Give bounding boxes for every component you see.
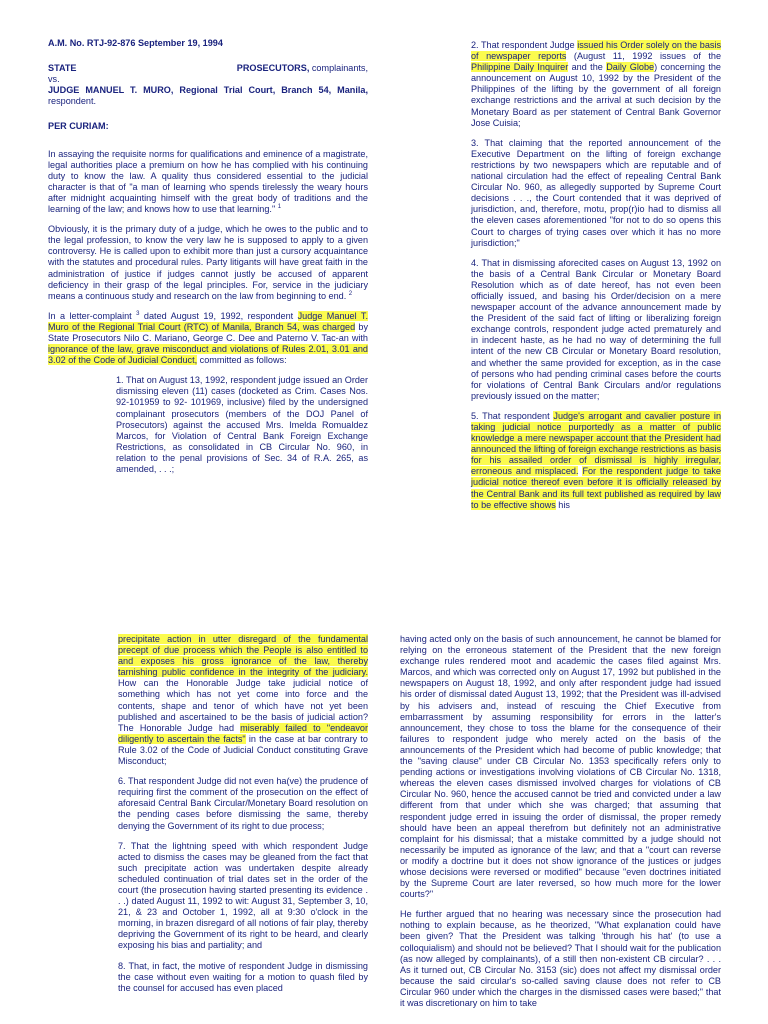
item-5-cont-text-b: in the case at bar contrary to Rule 3.02 of the Code of Judicial Conduct constituting Grave Misconduct; (118, 733, 368, 767)
item-2-text-a: 2. That respondent Judge (471, 40, 578, 50)
page-1-right-column (471, 40, 721, 520)
footnote-ref-2[interactable]: 2 (348, 290, 353, 297)
highlight-arrogant-posture: Judge's arrogant and cavalier posture in taking judicial notice purportedly as a matter of public knowledge a mere newspaper account that the President had announced the lifting of foreign exchange restrictions as basis for his assailed order of dismissal is highly irregular, erroneous and misplaced. (471, 410, 722, 477)
allegation-item-4: 4. That in dismissing aforecited cases on August 13, 1992 on the basis of a Central Bank Circular or Monetary Board Resolution which as of date hereof, has not even been officially issued, and basing his Order/decision on a mere newspaper account of the advance announcement made by the President of the said fact of lifting or liberalizing foreign exchange controls, respondent judge acted prematurely and in indecent haste, as he had no way of determining the full intent of the new CB Circular or Monetary Board resolution, and whether the same provided for exception, as in the case of persons who had pending criminal cases before the courts for violations of Central Bank Circulars and/or regulations previously issued on the matter; (471, 257, 721, 401)
respondent-defense-paragraph: having acted only on the basis of such announcement, he cannot be blamed for relying on the erroneous statement of the President that the new foreign exchange rules rendered moot and academic the cases filed against Mrs. Marcos, and which was corrected only on August 17, 1992 but published in the newspapers on August 18, 1992, and only after respondent judge had issued his order of dismissal dated August 13, 1992; that the President was ill-advised by his advisers and, instead of rescuing the Chief Executive from embarrassment by assuming responsibility for errors in the latter's announcement, they chose to toss the blame for the consequence of their failures to respondent judge who merely acted on the basis of the announcements of the President which had become of public knowledge; that the "saving clause" under CB Circular No. 1353 specifically refers only to pending actions or investigations involving violations of CB Circular No. 1318, whereas the eleven cases dismissed involved charges for violations of CB Circular No. 960, hence the accused cannot be tried and convicted under a law different from that under which she was charged; that assuming that respondent judge erred in issuing the order of dismissal, the proper remedy should have been an appeal therefrom but definitely not an administrative complaint for his dismissal; that a mistake committed by a judge should not necessarily be imputed as ignorance of the law; and that a "court can reverse or modify a doctrine but it does not show ignorance of the justices or judges whose decisions were reversed or modified" because "even doctrines initiated by the Supreme Court are later reversed, so how much more for the lower courts?" (400, 634, 721, 900)
allegation-item-3: 3. That claiming that the reported announcement of the Executive Department on the lifting of foreign exchange restrictions by two newspapers which are reputable and of national circulation had the effect of repealing Central Bank Circular No. 960, as allegedly supported by Supreme Court decisions . . ., the Court contended that it was deprived of jurisdiction, and, therefore, motu, prop(r)io had to dismiss all the eleven cases aforementioned "for not to do so opens this Court to charges of trying cases over which it has no more jurisdiction;" (471, 137, 721, 248)
highlight-daily-globe: Daily Globe (606, 62, 655, 73)
allegation-item-5 (471, 411, 721, 511)
footnote-ref-1[interactable]: 1 (277, 204, 282, 210)
paragraph-1-text: In assaying the requisite norms for qualifications and eminence of a magistrate, legal authorities place a premium on how he has complied with his continuing duty to know the law. A quality thus considered essential to the judicial character is that of "a man of learning who spends tirelessly the weary hours after midnight acquainting himself with the great body of traditions and the learning of the law; and knows how to use that learning." (48, 148, 368, 215)
highlight-inquirer: Philippine Daily Inquirer (471, 62, 569, 73)
caption-vs: vs. (48, 74, 60, 85)
paragraph-2-text: Obviously, it is the primary duty of a judge, which he owes to the public and to the legal profession, to know the very law he is supposed to apply to a given controversy. He is called upon to exhibit more than just a cursory acquaintance with the statutes and procedural rules. Party litigants will have great faith in the administration of justice if judges cannot justly be accused of apparent deficiency in their grasp of the legal principles. For, service in the judiciary means a continuous study and research on the law from beginning to end. (48, 224, 368, 301)
page-2-right-column (400, 634, 721, 1018)
paragraph-3-text-b: dated August 19, 1992, respondent (139, 310, 298, 321)
case-number-header: A.M. No. RTJ-92-876 September 19, 1994 (48, 38, 223, 48)
caption-complainants: complainants, (309, 63, 368, 74)
highlight-charges: ignorance of the law, grave misconduct and violations of Rules 2.01, 3.01 and 3.02 of the Code of Judicial Conduct, (48, 344, 368, 366)
item-5-text-c: his (555, 499, 570, 510)
per-curiam-heading: PER CURIAM: (48, 121, 109, 132)
paragraph-2 (48, 224, 368, 302)
highlight-newspaper-reports: issued his Order solely on the basis of newspaper reports (471, 40, 721, 62)
paragraph-3 (48, 311, 368, 366)
highlight-respondent-charged: Judge Manuel T. Muro of the Regional Trial Court (RTC) of Manila, Branch 54, was charged (48, 310, 368, 332)
item-2-text-d: ) concerning the announcement on August 10, 1992 by the President of the Philippines of the lifting by the government of all foreign exchange restrictions and the arrival at such decision by the Monetary Board as per statement of Central Bank Governor Jose Cuisia; (471, 62, 721, 128)
allegation-item-7: 7. That the lightning speed with which respondent Judge acted to dismiss the cases may be gleaned from the fact that such precipitate action was undertaken despite already scheduled continuation of trial dates set in the order of the court (the prosecution having started presenting its evidence . . .) dated August 11, 1992 to wit: August 31, September 3, 10, 21, & 23 and October 1, 1992, all at 9:30 o'clock in the morning, in brazen disregard of all notions of fair play, thereby depriving the Government of its right to be heard, and clearly exposing his bias and partiality; and (118, 840, 368, 951)
caption-respondent-name: JUDGE MANUEL T. MURO, Regional Trial Court, Branch 54, Manila, (48, 85, 368, 96)
caption-respondent-label: respondent. (48, 96, 97, 107)
item-5-cont-text-a: How can the Honorable Judge take judicial notice of something which has not yet come into force and the contents, shape and tenor of which have not yet been published and ascertained to be the basis of judicial action? The Honorable Judge had (118, 678, 368, 733)
footnote-ref-3[interactable]: 3 (136, 310, 140, 317)
item-5-text-a: 5. That respondent (471, 410, 554, 421)
item-2-text-c: and the (568, 62, 607, 73)
paragraph-3-text-a: In a letter-complaint (48, 310, 132, 321)
allegation-item-1: 1. That on August 13, 1992, respondent judge issued an Order dismissing eleven (11) cases (docketed as Crim. Cases Nos. 92-101959 to 92- 101969, inclusive) filed by the undersigned complainant prosecutors (members of the DOJ Panel of Prosecutors) against the accused Mrs. Imelda Romualdez Marcos, for Violation of Central Bank Foreign Exchange Restrictions, as consolidated in CB Circular No. 960, in relation to the penal provisions of Sec. 34 of R.A. 265, as amended, . . .; (116, 375, 368, 474)
paragraph-3-text-d: committed as follows: (197, 355, 287, 366)
paragraph-3-text-c: by State Prosecutors Nilo C. Mariano, George C. Dee and Paterno V. Tac-an with (48, 321, 368, 343)
item-5-continuation (118, 634, 368, 767)
highlight-judicial-notice: For the respondent judge to take judicial notice thereof even before it is officially released by the Central Bank and its full text published as required by law to be effective shows (471, 466, 721, 510)
respondent-argument-paragraph: He further argued that no hearing was necessary since the prosecution had nothing to explain because, as he theorized, "What explanation could have been given? That the President was talking 'through his hat' (to use a colloquialism) and should not be believed? That I should wait for the publication (as now alleged by complainants), of a still then non-existent CB circular? . . . As it turned out, CB Circular No. 3153 (sic) does not affect my dismissal order because the said circular's so-called saving clause does not refer to CB Circular 960 under which the charges in the dismissed cases were based;" that it was discretionary on him to take (400, 909, 721, 1008)
page-2-left-column (118, 634, 368, 1003)
highlight-precipitate-action: precipitate action in utter disregard of the fundamental precept of due process which the People is also entitled to and exposes his gross ignorance of the law, thereby tarnishing public confidence in the integrity of the judiciary. (118, 634, 368, 678)
caption-prosecutors: PROSECUTORS, (236, 63, 310, 74)
page-2 (0, 622, 768, 1024)
highlight-failed-to-ascertain: miserably failed to "endeavor diligently to ascertain the facts" (118, 722, 368, 744)
paragraph-1 (48, 149, 368, 216)
page-1-left-column (48, 38, 368, 484)
caption-state: STATE (48, 63, 77, 74)
allegation-item-2 (471, 40, 721, 129)
item-2-text-b: (August 11, 1992 issues of the (566, 51, 721, 62)
allegation-item-8: 8. That, in fact, the motive of respondent Judge in dismissing the case without even waiting for a motion to quash filed by the counsel for accused has even placed (118, 960, 368, 993)
allegation-item-6: 6. That respondent Judge did not even ha(ve) the prudence of requiring first the comment of the prosecution on the effect of aforesaid Central Bank Circular/Monetary Board resolution on the pending cases before dismissing the same, thereby denying the Government of its right to due process; (118, 776, 368, 831)
case-caption (48, 63, 368, 107)
